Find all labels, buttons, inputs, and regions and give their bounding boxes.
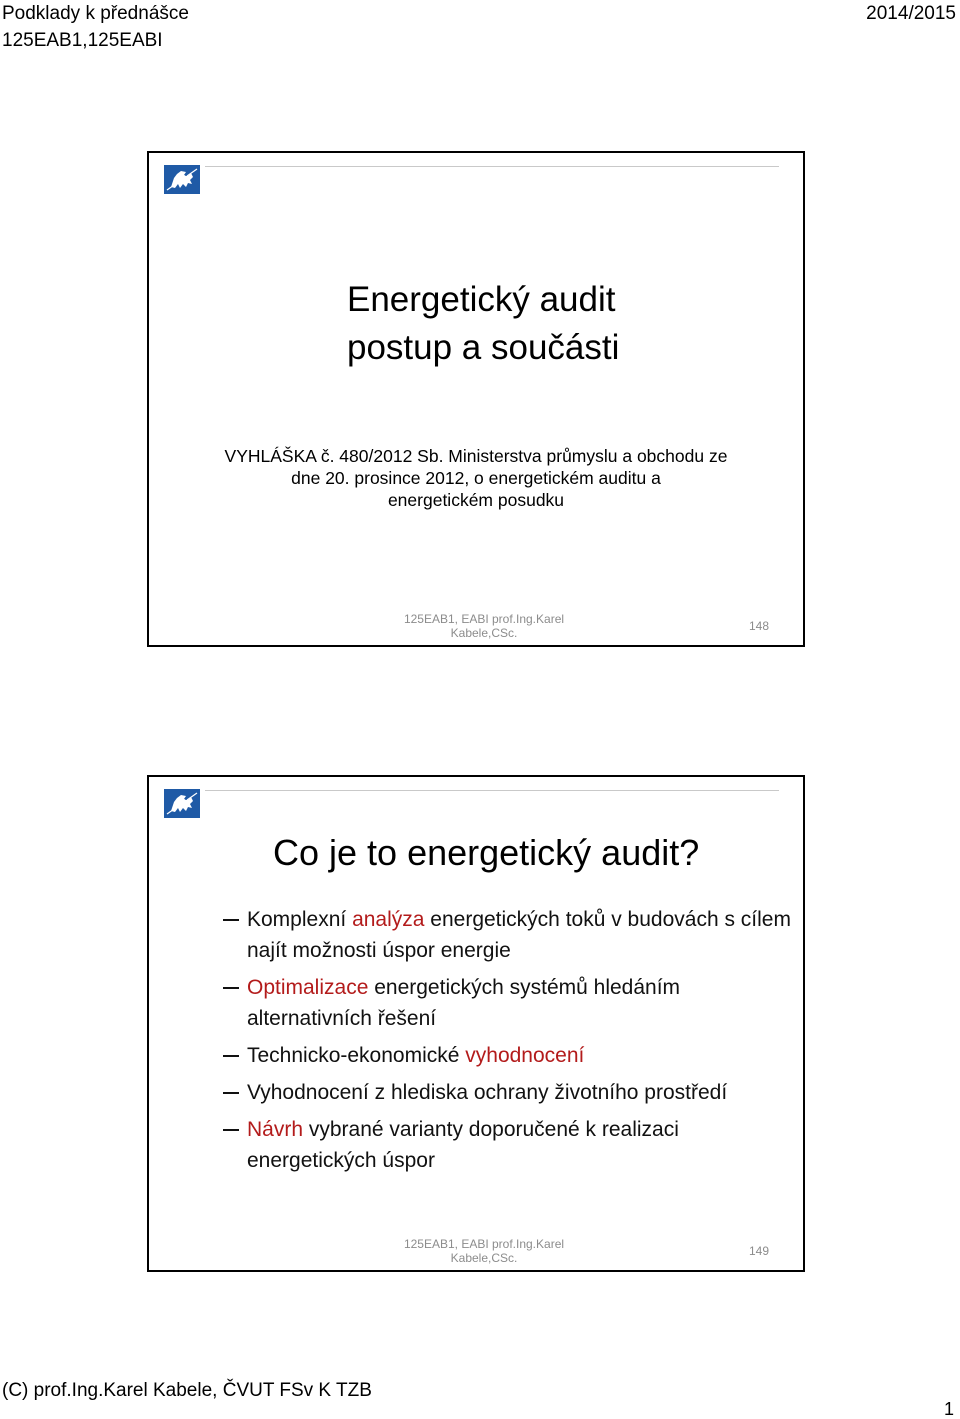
slide-footer-author — [389, 1237, 579, 1265]
slide-title-line: Energetický audit — [347, 280, 616, 319]
list-item — [223, 972, 793, 1034]
slide-number: 148 — [749, 619, 770, 633]
bullet-text: energetických systémů hledáním alternativních řešení — [247, 976, 681, 1030]
list-item — [223, 904, 793, 966]
dash-bullet-icon — [223, 987, 239, 989]
dash-bullet-icon — [223, 1129, 239, 1131]
bullet-highlight: analýza — [352, 908, 425, 931]
slide-footer-author-line: Kabele,CSc. — [450, 626, 518, 640]
list-item — [223, 1077, 793, 1108]
header-year: 2014/2015 — [866, 3, 956, 24]
dash-bullet-icon — [223, 1055, 239, 1057]
list-item — [223, 1040, 793, 1071]
slide-subtitle — [169, 445, 783, 511]
slide-title: Co je to energetický audit? — [273, 832, 700, 873]
dash-bullet-icon — [223, 1092, 239, 1094]
slide-top-rule — [205, 790, 779, 791]
page-number: 1 — [943, 1399, 954, 1419]
bullet-highlight: Návrh — [247, 1118, 304, 1141]
list-item — [223, 1114, 793, 1176]
bullet-text: vybrané varianty doporučené k realizaci energetických úspor — [247, 1118, 679, 1172]
slide-148 — [147, 151, 805, 647]
slide-number: 149 — [749, 1244, 770, 1258]
slide-footer-author-line: 125EAB1, EABI prof.Ing.Karel — [403, 1237, 565, 1251]
bullet-text: Komplexní — [247, 908, 353, 931]
bullet-text: Vyhodnocení z hlediska ochrany životního prostředí — [247, 1081, 728, 1104]
slide-title — [347, 276, 619, 372]
slide-top-rule — [205, 166, 779, 167]
slide-title-line: postup a součásti — [347, 328, 620, 367]
header-course-code: 125EAB1,125EABI — [2, 30, 163, 51]
ctu-lion-logo-icon — [164, 165, 200, 194]
bullet-text: energetických toků v budovách s cílem najít možnosti úspor energie — [247, 908, 791, 962]
slide-footer-author-line: Kabele,CSc. — [450, 1251, 518, 1265]
bullet-highlight: vyhodnocení — [465, 1044, 585, 1067]
slide-footer-author-line: 125EAB1, EABI prof.Ing.Karel — [403, 612, 565, 626]
bullet-highlight: Optimalizace — [247, 976, 369, 999]
bullet-text: Technicko-ekonomické — [247, 1044, 466, 1067]
dash-bullet-icon — [223, 919, 239, 921]
slide-149 — [147, 775, 805, 1272]
header-title: Podklady k přednášce — [2, 3, 189, 24]
slide-subtitle-line: energetickém posudku — [387, 490, 565, 510]
slide-subtitle-line: dne 20. prosince 2012, o energetickém auditu a — [291, 468, 661, 488]
ctu-lion-logo-icon — [164, 789, 200, 818]
slide-footer-author — [389, 612, 579, 640]
bullet-list — [223, 904, 793, 1182]
slide-subtitle-line: VYHLÁŠKA č. 480/2012 Sb. Ministerstva průmyslu a obchodu ze — [224, 446, 728, 466]
footer-copyright: (C) prof.Ing.Karel Kabele, ČVUT FSv K TZB — [2, 1380, 372, 1401]
